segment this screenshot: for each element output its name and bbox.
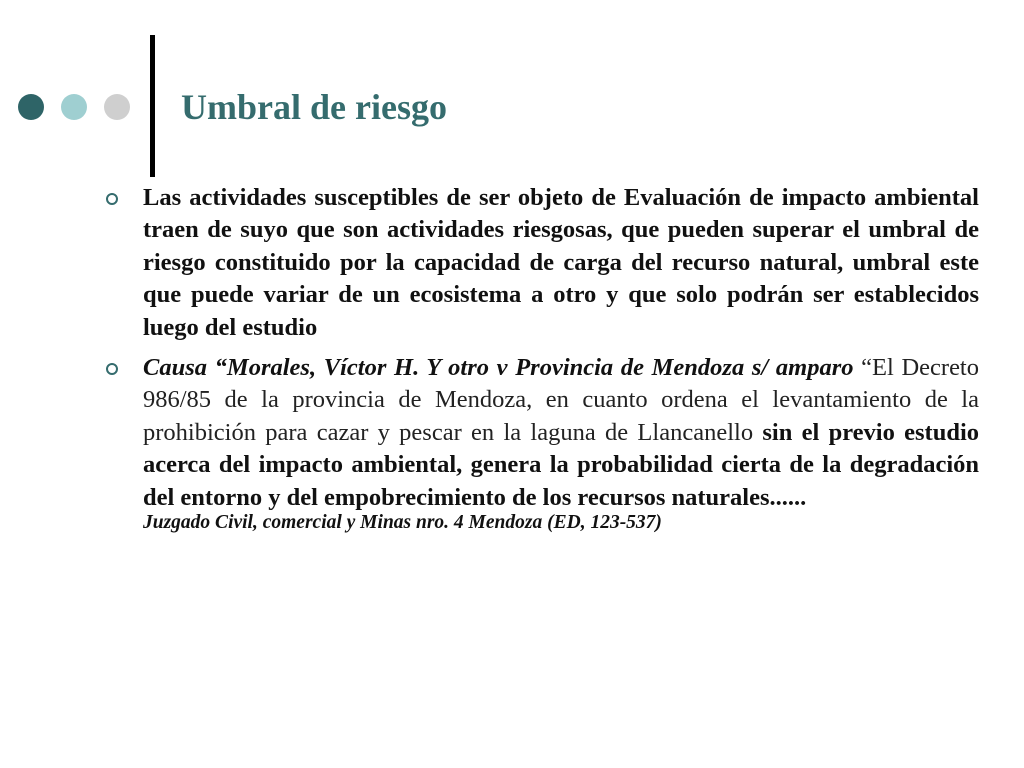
- case-quote: “El Decreto 986/85 de la provincia de Mendoza, en cuanto ordena el levantamiento de la prohibición para cazar y pescar en la laguna de Llancanello: [143, 354, 979, 446]
- bullet-list: [143, 182, 979, 542]
- decorative-dot-light: [61, 94, 87, 120]
- case-citation: Juzgado Civil, comercial y Minas nro. 4 Mendoza (ED, 123-537): [143, 512, 662, 534]
- bullet-ring-icon: [106, 193, 118, 205]
- decorative-dot-dark: [18, 94, 44, 120]
- bullet-item: [143, 352, 979, 534]
- decorative-dot-gray: [104, 94, 130, 120]
- case-quote-emphasis: sin el previo estudio acerca del impacto ambiental, genera la probabilidad cierta de la degradación del entorno y del empobrecimiento de los recursos naturales......: [143, 418, 980, 511]
- bullet-text: Las actividades susceptibles de ser objeto de Evaluación de impacto ambiental traen de suyo que son actividades riesgosas, que pueden superar el umbral de riesgo constituido por la capacidad de carga del recurso natural, umbral este que puede variar de un ecosistema a otro y que solo podrán ser establecidos luego del estudio: [143, 184, 979, 341]
- slide-title: Umbral de riesgo: [181, 87, 447, 127]
- bullet-item: [143, 182, 979, 344]
- bullet-ring-icon: [106, 363, 118, 375]
- case-title: Causa “Morales, Víctor H. Y otro v Provincia de Mendoza s/ amparo: [143, 354, 854, 382]
- title-divider-line: [150, 35, 155, 177]
